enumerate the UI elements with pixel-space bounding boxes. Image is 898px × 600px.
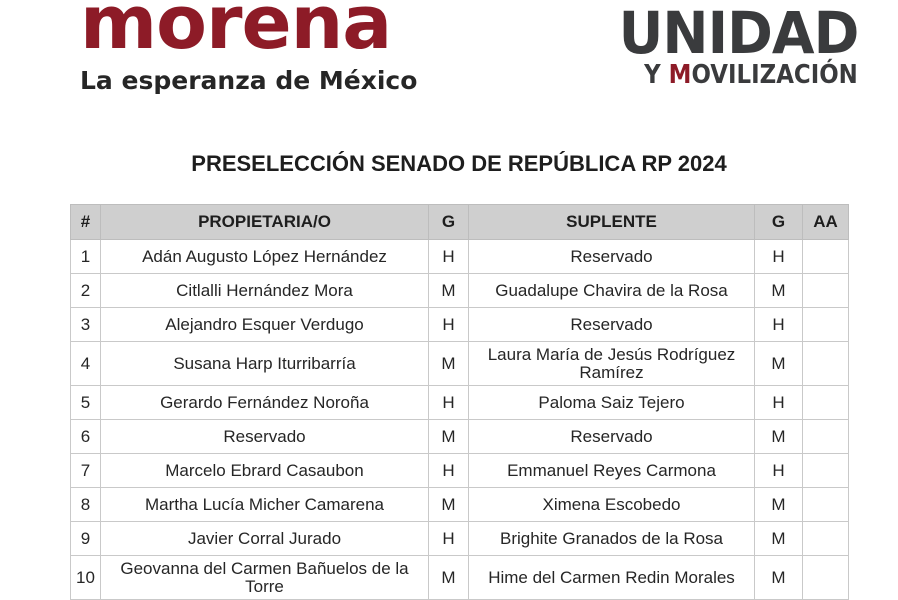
suplente-gender: M (755, 556, 803, 600)
aa-cell (803, 274, 849, 308)
document-title: PRESELECCIÓN SENADO DE REPÚBLICA RP 2024 (191, 151, 727, 176)
propietario-gender: H (429, 240, 469, 274)
propietario-gender: M (429, 342, 469, 386)
propietario-name: Gerardo Fernández Noroña (101, 386, 429, 420)
table-row (71, 240, 849, 274)
propietario-name: Alejandro Esquer Verdugo (101, 308, 429, 342)
propietario-gender: M (429, 274, 469, 308)
suplente-gender: M (755, 522, 803, 556)
movilizacion-prefix: Y (644, 60, 669, 90)
movilizacion-rest: OVILIZACIÓN (691, 60, 858, 90)
suplente-name: Hime del Carmen Redin Morales (469, 556, 755, 600)
propietario-name: Javier Corral Jurado (101, 522, 429, 556)
propietario-name: Adán Augusto López Hernández (101, 240, 429, 274)
aa-cell (803, 308, 849, 342)
propietario-name: Susana Harp Iturribarría (101, 342, 429, 386)
suplente-gender: M (755, 488, 803, 522)
suplente-name: Reservado (469, 420, 755, 454)
movilizacion-wordmark (644, 62, 858, 88)
suplente-name: Laura María de Jesús Rodríguez Ramírez (469, 342, 755, 386)
morena-wordmark: morena (80, 0, 392, 66)
table-row (71, 488, 849, 522)
morena-tagline: La esperanza de México (80, 66, 418, 95)
suplente-name: Emmanuel Reyes Carmona (469, 454, 755, 488)
aa-cell (803, 386, 849, 420)
row-number: 5 (71, 386, 101, 420)
column-header-propietario: PROPIETARIA/O (101, 205, 429, 240)
table-row (71, 420, 849, 454)
column-header-gender: G (429, 205, 469, 240)
propietario-name: Marcelo Ebrard Casaubon (101, 454, 429, 488)
row-number: 9 (71, 522, 101, 556)
suplente-gender: H (755, 240, 803, 274)
row-number: 10 (71, 556, 101, 600)
suplente-name: Reservado (469, 240, 755, 274)
candidates-table (70, 204, 849, 600)
table-row (71, 342, 849, 386)
column-header-gender-suplente: G (755, 205, 803, 240)
propietario-name: Reservado (101, 420, 429, 454)
column-header-number: # (71, 205, 101, 240)
table-row (71, 556, 849, 600)
table-header-row (71, 205, 849, 240)
propietario-gender: H (429, 454, 469, 488)
aa-cell (803, 240, 849, 274)
table-row (71, 522, 849, 556)
propietario-gender: M (429, 556, 469, 600)
suplente-name: Reservado (469, 308, 755, 342)
column-header-aa: AA (803, 205, 849, 240)
row-number: 6 (71, 420, 101, 454)
aa-cell (803, 342, 849, 386)
suplente-gender: M (755, 420, 803, 454)
table-row (71, 308, 849, 342)
movilizacion-accent-letter: M (668, 60, 692, 90)
suplente-gender: H (755, 308, 803, 342)
suplente-gender: M (755, 342, 803, 386)
suplente-name: Guadalupe Chavira de la Rosa (469, 274, 755, 308)
table-row (71, 274, 849, 308)
row-number: 1 (71, 240, 101, 274)
suplente-name: Ximena Escobedo (469, 488, 755, 522)
propietario-gender: H (429, 522, 469, 556)
propietario-gender: M (429, 420, 469, 454)
suplente-name: Brighite Granados de la Rosa (469, 522, 755, 556)
suplente-gender: M (755, 274, 803, 308)
propietario-gender: M (429, 488, 469, 522)
row-number: 4 (71, 342, 101, 386)
propietario-name: Martha Lucía Micher Camarena (101, 488, 429, 522)
row-number: 7 (71, 454, 101, 488)
suplente-gender: H (755, 386, 803, 420)
aa-cell (803, 556, 849, 600)
suplente-gender: H (755, 454, 803, 488)
aa-cell (803, 488, 849, 522)
column-header-suplente: SUPLENTE (469, 205, 755, 240)
propietario-name: Geovanna del Carmen Bañuelos de la Torre (101, 556, 429, 600)
table-row (71, 454, 849, 488)
row-number: 3 (71, 308, 101, 342)
propietario-gender: H (429, 308, 469, 342)
aa-cell (803, 454, 849, 488)
propietario-name: Citlalli Hernández Mora (101, 274, 429, 308)
row-number: 2 (71, 274, 101, 308)
aa-cell (803, 420, 849, 454)
suplente-name: Paloma Saiz Tejero (469, 386, 755, 420)
table-row (71, 386, 849, 420)
row-number: 8 (71, 488, 101, 522)
aa-cell (803, 522, 849, 556)
propietario-gender: H (429, 386, 469, 420)
unidad-wordmark: UNIDAD (618, 0, 858, 67)
